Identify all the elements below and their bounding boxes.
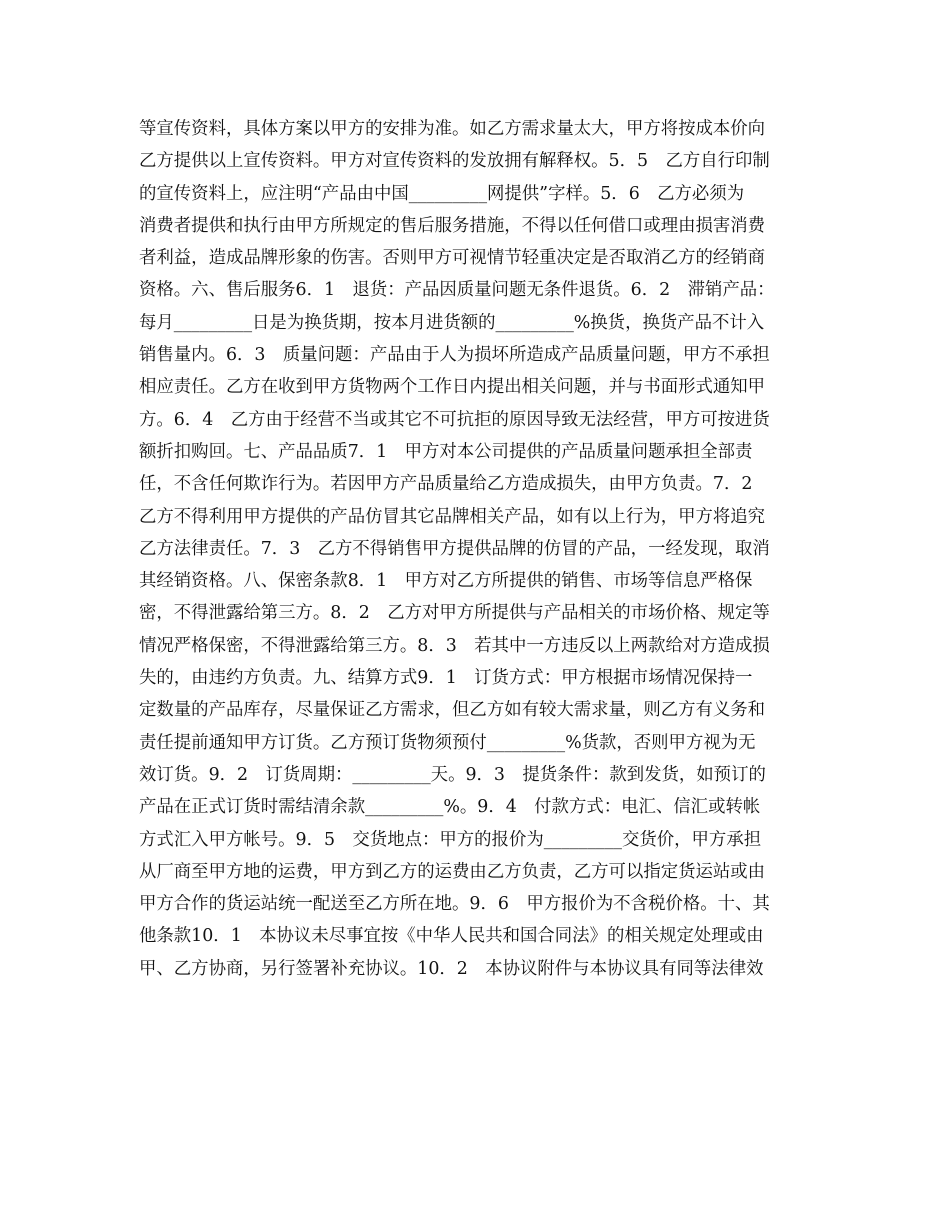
text-line: 甲、乙方协商，另行签署补充协议。10．2 本协议附件与本协议具有同等法律效 <box>139 958 764 979</box>
text-line: 情况严格保密，不得泄露给第三方。8．3 若其中一方违反以上两款给对方造成损 <box>139 635 770 656</box>
text-line: 方。6．4 乙方由于经营不当或其它不可抗拒的原因导致无法经营，甲方可按进货 <box>139 409 770 430</box>
text-line: 定数量的产品库存，尽量保证乙方需求，但乙方如有较大需求量，则乙方有义务和 <box>139 700 766 721</box>
text-line: 密，不得泄露给第三方。8．2 乙方对甲方所提供与产品相关的市场价格、规定等 <box>139 603 770 624</box>
text-line: 失的，由违约方负责。九、结算方式9．1 订货方式：甲方根据市场情况保持一 <box>139 668 753 689</box>
text-line: 甲方合作的货运站统一配送至乙方所在地。9．6 甲方报价为不含税价格。十、其 <box>139 894 770 915</box>
text-line: 从厂商至甲方地的运费，甲方到乙方的运费由乙方负责，乙方可以指定货运站或由 <box>139 861 766 882</box>
text-line: 每月_________日是为换货期，按本月进货额的_________%换货，换货产品不计入 <box>139 312 765 333</box>
text-line: 任，不含任何欺诈行为。若因甲方产品质量给乙方造成损失，由甲方负责。7．2 <box>139 474 753 495</box>
text-line: 乙方不得利用甲方提供的产品仿冒其它品牌相关产品，如有以上行为，甲方将追究 <box>139 506 766 527</box>
text-line: 额折扣购回。七、产品品质7．1 甲方对本公司提供的产品质量问题承担全部责 <box>139 441 753 462</box>
text-line: 他条款10．1 本协议未尽事宜按《中华人民共和国合同法》的相关规定处理或由 <box>139 926 764 947</box>
text-line: 乙方法律责任。7．3 乙方不得销售甲方提供品牌的仿冒的产品，一经发现，取消 <box>139 538 770 559</box>
text-line: 等宣传资料，具体方案以甲方的安排为准。如乙方需求量太大，甲方将按成本价向 <box>139 119 766 139</box>
text-line: 方式汇入甲方帐号。9．5 交货地点：甲方的报价为_________交货价，甲方承担 <box>139 829 762 850</box>
text-line: 消费者提供和执行由甲方所规定的售后服务措施，不得以任何借口或理由损害消费 <box>139 215 766 236</box>
text-line: 相应责任。乙方在收到甲方货物两个工作日内提出相关问题，并与书面形式通知甲 <box>139 377 766 398</box>
text-line: 的宣传资料上，应注明“产品由中国_________网提供”字样。5．6 乙方必须为 <box>139 183 745 204</box>
text-line: 产品在正式订货时需结清余款_________%。9．4 付款方式：电汇、信汇或转帐 <box>139 797 761 818</box>
text-line: 者利益，造成品牌形象的伤害。否则甲方可视情节轻重决定是否取消乙方的经销商 <box>139 248 766 269</box>
text-line: 资格。六、售后服务6．1 退货：产品因质量问题无条件退货。6．2 滞销产品： <box>139 280 775 301</box>
contract-body-text <box>139 113 839 985</box>
text-line: 其经销资格。八、保密条款8．1 甲方对乙方所提供的销售、市场等信息严格保 <box>139 571 753 592</box>
text-line: 销售量内。6．3 质量问题：产品由于人为损坏所造成产品质量问题，甲方不承担 <box>139 345 770 366</box>
text-line: 乙方提供以上宣传资料。甲方对宣传资料的发放拥有解释权。5．5 乙方自行印制 <box>139 151 770 172</box>
text-line: 效订货。9．2 订货周期：_________天。9．3 提货条件：款到发货，如预订的 <box>139 764 766 785</box>
text-line: 责任提前通知甲方订货。乙方预订货物须预付_________%货款，否则甲方视为无 <box>139 732 756 753</box>
